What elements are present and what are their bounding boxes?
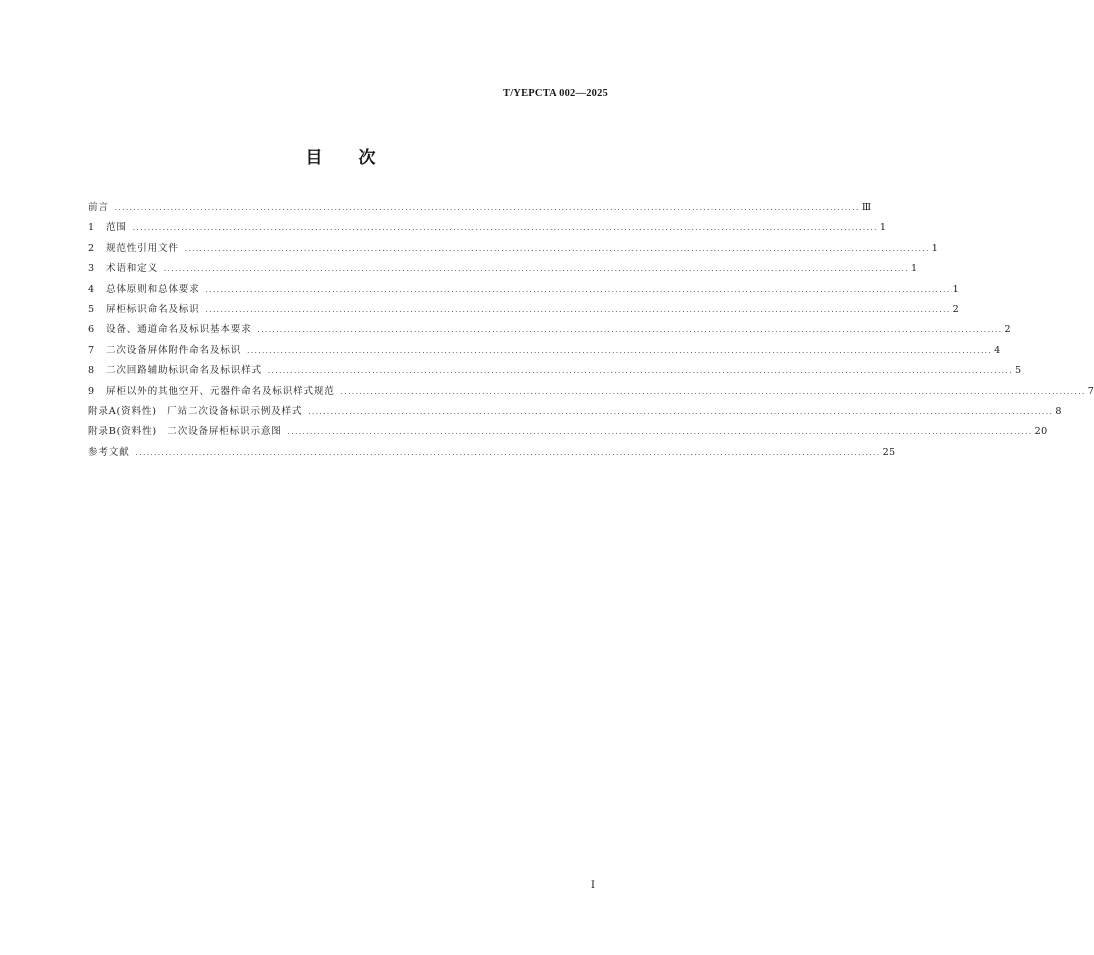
leader-dots: ........................................................................................................................................................................................................ xyxy=(247,346,993,355)
leader-dots: ........................................................................................................................................................................................................ xyxy=(205,285,951,294)
leader-dots: ........................................................................................................................................................................................................ xyxy=(163,265,909,274)
toc-entry[interactable] xyxy=(88,239,939,259)
toc-entry-label: 屏柜以外的其他空开、元器件命名及标识样式规范 xyxy=(106,385,335,397)
toc-entry-page: 5 xyxy=(1014,365,1022,377)
toc-entry[interactable] xyxy=(88,361,1022,381)
toc-entry-page: 25 xyxy=(882,446,896,458)
leader-dots: ........................................................................................................................................................................................................ xyxy=(308,407,1054,416)
toc-entry-label: 二次回路辅助标识命名及标识样式 xyxy=(106,365,262,377)
leader-dots: ........................................................................................................................................................................................................ xyxy=(114,204,860,212)
toc-entry-page: 7 xyxy=(1087,385,1094,397)
toc-entry-number: 6 xyxy=(88,324,95,336)
toc-entry-number: 5 xyxy=(88,303,95,315)
toc-entry[interactable] xyxy=(88,218,887,238)
toc-entry-number: 8 xyxy=(88,365,95,377)
toc-entry-label: 前言 xyxy=(88,202,109,213)
toc-entry[interactable] xyxy=(88,443,896,463)
toc-entry-page: 2 xyxy=(1004,324,1011,336)
toc-entry-number: 1 xyxy=(88,222,95,234)
toc-entry-label: 范围 xyxy=(106,222,127,234)
toc-entry[interactable] xyxy=(88,198,872,218)
toc-entry-page: 1 xyxy=(952,283,959,295)
leader-dots: ........................................................................................................................................................................................................ xyxy=(267,367,1013,376)
toc-entry[interactable] xyxy=(88,300,959,320)
toc-entry-number: 2 xyxy=(88,242,95,254)
toc-entry-number: 9 xyxy=(88,385,95,397)
toc-entry-page: 1 xyxy=(911,263,918,275)
page-title: 目次 xyxy=(305,148,412,168)
toc-entry-page: 1 xyxy=(931,242,939,254)
toc-entry[interactable] xyxy=(88,320,1011,340)
toc-entry-label: 屏柜标识命名及标识 xyxy=(106,303,200,315)
toc-entry-number: 3 xyxy=(88,263,95,275)
toc-entry-label: 参考文献 xyxy=(88,446,130,458)
toc-entry[interactable] xyxy=(88,259,918,279)
toc-entry[interactable] xyxy=(88,402,1062,422)
toc-entry-page: 8 xyxy=(1055,405,1062,417)
toc-entry[interactable] xyxy=(88,382,1094,402)
toc-entry-page: 1 xyxy=(879,222,887,234)
toc-entry-label: 规范性引用文件 xyxy=(106,242,179,254)
leader-dots: ........................................................................................................................................................................................................ xyxy=(135,448,881,457)
leader-dots: ........................................................................................................................................................................................................ xyxy=(287,428,1033,437)
toc-entry-number: 4 xyxy=(88,283,95,295)
table-of-contents xyxy=(88,198,1094,463)
page-number: Ⅰ xyxy=(591,880,595,891)
toc-entry-label: 附录A(资料性) 厂站二次设备标识示例及样式 xyxy=(88,405,303,417)
toc-entry-label: 二次设备屏体附件命名及标识 xyxy=(106,344,242,356)
leader-dots: ........................................................................................................................................................................................................ xyxy=(205,305,951,314)
toc-entry-label: 总体原则和总体要求 xyxy=(106,283,200,295)
leader-dots: ........................................................................................................................................................................................................ xyxy=(132,224,878,233)
toc-entry-label: 附录B(资料性) 二次设备屏柜标识示意图 xyxy=(88,426,282,438)
toc-entry-number: 7 xyxy=(88,344,95,356)
toc-entry[interactable] xyxy=(88,422,1048,442)
toc-entry-label: 设备、通道命名及标识基本要求 xyxy=(106,324,252,336)
leader-dots: ........................................................................................................................................................................................................ xyxy=(340,387,1086,396)
toc-entry-page: Ⅲ xyxy=(861,202,872,213)
toc-entry-page: 4 xyxy=(994,344,1001,356)
standard-code: T/YEPCTA 002—2025 xyxy=(502,88,608,99)
toc-entry[interactable] xyxy=(88,280,959,300)
toc-entry-page: 20 xyxy=(1034,426,1048,438)
toc-entry-page: 2 xyxy=(952,303,959,315)
toc-entry-label: 术语和定义 xyxy=(106,263,158,275)
leader-dots: ........................................................................................................................................................................................................ xyxy=(257,326,1003,335)
leader-dots: ........................................................................................................................................................................................................ xyxy=(184,244,930,253)
toc-entry[interactable] xyxy=(88,341,1001,361)
